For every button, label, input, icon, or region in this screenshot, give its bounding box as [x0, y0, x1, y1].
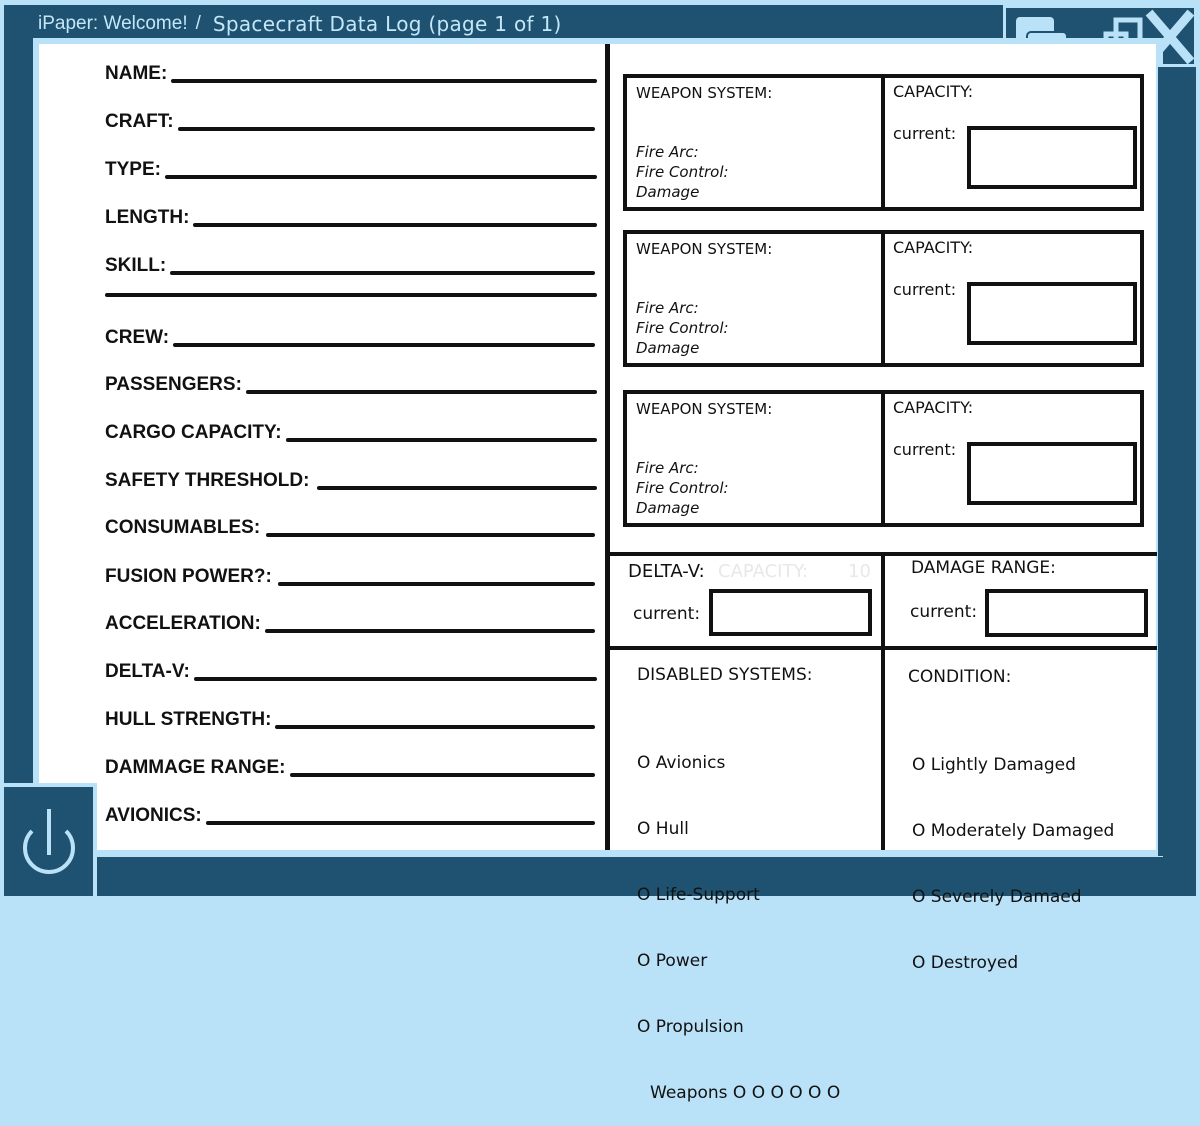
field-label: SKILL:	[105, 255, 167, 276]
field-crew[interactable]	[105, 327, 595, 349]
radio-destroyed[interactable]: O Destroyed	[912, 953, 1019, 973]
weapon-system-label: WEAPON SYSTEM:	[636, 400, 773, 418]
current-capacity-input[interactable]	[967, 126, 1137, 189]
field-label: AVIONICS:	[105, 805, 202, 826]
field-label: NAME:	[105, 63, 168, 84]
field-line[interactable]	[317, 486, 597, 490]
field-label: ACCELERATION:	[105, 613, 261, 634]
breadcrumb-app[interactable]: iPaper: Welcome!	[38, 13, 188, 34]
field-label: TYPE:	[105, 159, 161, 180]
field-label: CRAFT:	[105, 111, 174, 132]
delta-v-label: DELTA-V:	[628, 561, 705, 582]
current-label: current:	[893, 440, 957, 459]
power-icon	[4, 787, 93, 896]
field-delta-v[interactable]	[105, 661, 597, 683]
damage-label: Damage	[636, 183, 700, 201]
damage-range-current-input[interactable]	[985, 589, 1148, 637]
weapon-system-box	[623, 390, 1144, 527]
field-line[interactable]	[206, 821, 595, 825]
field-line[interactable]	[266, 533, 595, 537]
weapon-system-box	[623, 230, 1144, 367]
fire-arc-label: Fire Arc:	[636, 299, 699, 317]
field-acceleration[interactable]	[105, 613, 595, 635]
damage-label: Damage	[636, 339, 700, 357]
field-label: DELTA-V:	[105, 661, 190, 682]
radio-severely-damaged[interactable]: O Severely Damaed	[912, 887, 1082, 907]
field-label: CONSUMABLES:	[105, 517, 261, 538]
radio-lightly-damaged[interactable]: O Lightly Damaged	[912, 755, 1076, 775]
capacity-label: CAPACITY:	[893, 82, 974, 101]
field-line[interactable]	[193, 223, 597, 227]
field-line[interactable]	[286, 438, 597, 442]
delta-v-current-input[interactable]	[709, 589, 872, 636]
field-dammage-range[interactable]	[105, 757, 595, 779]
field-name[interactable]	[105, 63, 597, 85]
title-bar	[38, 8, 562, 40]
field-line[interactable]	[278, 582, 595, 586]
current-label: current:	[893, 124, 957, 143]
radio-moderately-damaged[interactable]: O Moderately Damaged	[912, 821, 1115, 841]
field-label: CREW:	[105, 327, 170, 348]
checkbox-avionics[interactable]: O Avionics	[637, 753, 726, 773]
ghost-capacity-text: CAPACITY:	[718, 561, 809, 582]
field-label: LENGTH:	[105, 207, 190, 228]
field-consumables[interactable]	[105, 517, 595, 539]
weapon-system-box	[623, 74, 1144, 211]
field-skill-extra[interactable]	[105, 293, 597, 299]
damage-range-current-label: current:	[910, 602, 978, 622]
damage-label: Damage	[636, 499, 700, 517]
field-avionics[interactable]	[105, 805, 595, 827]
field-line[interactable]	[275, 725, 595, 729]
checkbox-power[interactable]: O Power	[637, 951, 708, 971]
condition-list	[912, 710, 1114, 996]
field-label: HULL STRENGTH:	[105, 709, 272, 730]
field-label: DAMMAGE RANGE:	[105, 757, 286, 778]
checkbox-weapons-row[interactable]: Weapons O O O O O O	[650, 1083, 841, 1103]
field-line[interactable]	[194, 677, 597, 681]
current-capacity-input[interactable]	[967, 442, 1137, 505]
field-line[interactable]	[170, 271, 595, 275]
condition-title: CONDITION:	[908, 667, 1012, 687]
field-cargo-capacity[interactable]	[105, 422, 597, 444]
field-safety-threshold[interactable]	[105, 470, 597, 492]
field-line[interactable]	[178, 127, 595, 131]
fire-control-label: Fire Control:	[636, 479, 729, 497]
checkbox-life-support[interactable]: O Life-Support	[637, 885, 760, 905]
checkbox-propulsion[interactable]: O Propulsion	[637, 1017, 744, 1037]
power-button[interactable]	[0, 783, 97, 900]
field-line[interactable]	[173, 343, 595, 347]
right-scrollbar[interactable]	[1158, 67, 1196, 856]
weapon-system-label: WEAPON SYSTEM:	[636, 240, 773, 258]
field-passengers[interactable]	[105, 374, 597, 396]
document-title: Spacecraft Data Log (page 1 of 1)	[212, 12, 562, 36]
field-label: PASSENGERS:	[105, 374, 242, 395]
field-line[interactable]	[265, 629, 595, 633]
field-line[interactable]	[290, 773, 596, 777]
field-type[interactable]	[105, 159, 597, 181]
current-label: current:	[893, 280, 957, 299]
field-line[interactable]	[171, 79, 597, 83]
field-line[interactable]	[105, 293, 597, 297]
field-craft[interactable]	[105, 111, 595, 133]
disabled-systems-list	[637, 708, 840, 1126]
field-length[interactable]	[105, 207, 597, 229]
checkbox-hull[interactable]: O Hull	[637, 819, 689, 839]
capacity-label: CAPACITY:	[893, 238, 974, 257]
ghost-number: 10	[848, 561, 871, 582]
current-capacity-input[interactable]	[967, 282, 1137, 345]
field-label: FUSION POWER?:	[105, 566, 272, 587]
weapon-system-label: WEAPON SYSTEM:	[636, 84, 773, 102]
breadcrumb-separator: /	[195, 13, 201, 34]
field-hull-strength[interactable]	[105, 709, 595, 731]
field-fusion-power[interactable]	[105, 566, 595, 588]
fire-control-label: Fire Control:	[636, 319, 729, 337]
fire-control-label: Fire Control:	[636, 163, 729, 181]
field-line[interactable]	[246, 390, 597, 394]
fire-arc-label: Fire Arc:	[636, 143, 699, 161]
grid-line	[881, 552, 885, 850]
disabled-systems-title: DISABLED SYSTEMS:	[637, 665, 813, 685]
field-label: SAFETY THRESHOLD:	[105, 470, 310, 491]
fire-arc-label: Fire Arc:	[636, 459, 699, 477]
damage-range-label: DAMAGE RANGE:	[911, 558, 1056, 578]
field-line[interactable]	[165, 175, 597, 179]
field-skill[interactable]	[105, 255, 595, 277]
delta-v-current-label: current:	[633, 604, 701, 624]
capacity-label: CAPACITY:	[893, 398, 974, 417]
field-label: CARGO CAPACITY:	[105, 422, 282, 443]
page-divider	[605, 44, 610, 850]
